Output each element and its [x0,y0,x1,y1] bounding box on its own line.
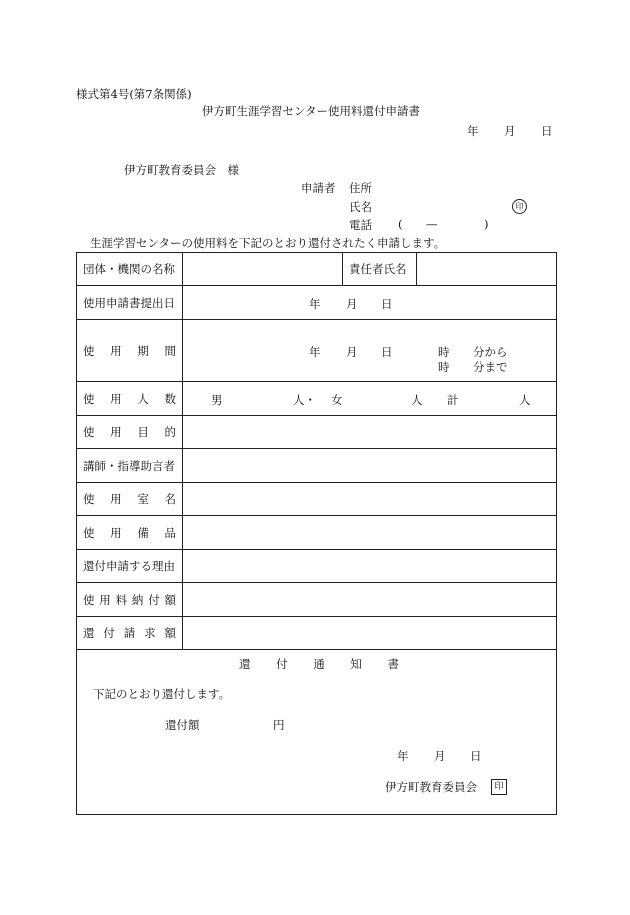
room-char-4: 名 [164,492,176,506]
period-field[interactable] [183,320,557,382]
row-reason [77,550,557,583]
end-hour: 時 [438,359,450,374]
fee-char-5: 付 [148,592,160,607]
instructor-field[interactable] [183,449,557,483]
period-char-2: 用 [110,343,122,358]
people-char-1: 使 [83,391,95,406]
notice-title-char-5: 書 [387,657,399,671]
instructor-label: 講師・指導助言者 [77,449,183,483]
purpose-char-3: 目 [137,425,149,439]
row-equipment [77,516,557,550]
document-title: 伊方町生涯学習センター使用料還付申請書 [202,104,421,118]
refund-amount-label: 還付額 [165,718,200,732]
reason-label: 還付申請する理由 [77,550,183,583]
notice-title-char-1: 還 [239,657,251,671]
equipment-label [83,525,182,541]
notice-title-char-3: 通 [313,657,325,671]
notice-year: 年 [397,749,409,763]
fee-char-6: 額 [164,592,176,607]
fee-char-4: 納 [131,592,144,607]
date-day: 日 [541,124,553,138]
org-name-label: 団体・機関の名称 [77,253,183,286]
male-label: 男 [211,392,223,407]
fee-paid-field[interactable] [183,583,557,617]
equipment-char-3: 備 [137,525,149,540]
people-char-3: 人 [137,391,149,406]
row-fee-paid [77,583,557,617]
notice-title [239,656,399,672]
room-label [83,491,182,507]
refund-char-3: 請 [123,626,136,640]
people-label [83,391,182,407]
phone-open-paren: ( [398,217,403,231]
people-field[interactable] [183,382,557,416]
applicant-label: 申請者 [301,181,336,195]
row-instructor [77,449,557,483]
refund-notice-section [77,650,557,815]
org-name-field[interactable] [183,253,343,286]
row-refund-request [77,617,557,650]
name-label: 氏名 [349,200,372,214]
fee-char-3: 料 [115,592,128,607]
intro-text: 生涯学習センターの使用料を下記のとおり還付されたく申請します。 [90,236,446,250]
equipment-char-1: 使 [83,525,95,540]
female-label: 女 [331,392,343,407]
notice-text: 下記のとおり還付します。 [93,687,231,701]
room-char-3: 室 [137,492,149,506]
end-minute: 分まで [473,359,508,374]
refund-request-label [83,625,182,641]
refund-char-2: 付 [103,626,115,640]
seal-mark: 印 [512,199,527,214]
fee-char-2: 用 [99,592,111,607]
equipment-char-4: 品 [164,525,176,540]
refund-char-5: 額 [164,626,176,640]
phone-close-paren: ) [484,217,489,231]
row-people [77,382,557,416]
period-month: 月 [346,344,358,359]
purpose-field[interactable] [183,416,557,449]
equipment-char-2: 用 [110,525,122,540]
address-label: 住所 [349,181,372,195]
application-table [76,252,557,815]
addressee: 伊方町教育委員会 様 [124,163,239,177]
notice-title-char-4: 知 [350,657,362,671]
people-char-4: 数 [164,391,176,406]
people-char-2: 用 [110,391,122,406]
row-notice [77,650,557,815]
responsible-name-label: 責任者氏名 [343,253,417,286]
period-year: 年 [309,344,321,359]
purpose-char-2: 用 [110,425,122,439]
period-char-4: 間 [164,343,176,358]
submit-date-field[interactable] [183,286,557,320]
purpose-char-4: 的 [164,425,176,439]
issuer-name: 伊方町教育委員会 [385,780,477,794]
period-char-3: 期 [137,343,149,358]
date-year: 年 [467,124,479,138]
row-period [77,320,557,382]
start-minute: 分から [473,344,508,359]
period-char-1: 使 [83,343,95,358]
submit-date-label: 使用申請書提出日 [77,286,183,320]
responsible-name-field[interactable] [417,253,557,286]
room-field[interactable] [183,483,557,516]
female-person-unit: 人 [411,392,423,407]
phone-dash: — [426,217,438,231]
purpose-char-1: 使 [83,425,95,439]
refund-char-4: 求 [144,626,156,640]
notice-title-char-2: 付 [276,657,288,671]
fee-paid-label [83,592,182,608]
total-label: 計 [447,392,459,407]
notice-day: 日 [470,749,482,763]
fee-char-1: 使 [83,592,95,607]
submit-month: 月 [346,296,358,311]
room-char-1: 使 [83,492,95,506]
start-hour: 時 [438,344,450,359]
phone-label: 電話 [349,218,372,232]
row-submit-date [77,286,557,320]
issuer-seal [491,778,507,795]
total-person-unit: 人 [519,392,531,407]
room-char-2: 用 [110,492,122,506]
yen-unit: 円 [273,718,285,732]
row-room [77,483,557,516]
submit-day: 日 [381,296,393,311]
row-purpose [77,416,557,449]
purpose-label [83,424,182,440]
square-seal-mark: 印 [491,779,507,795]
refund-char-1: 還 [83,626,95,640]
submit-year: 年 [309,296,321,311]
form-number: 様式第4号(第7条関係) [76,87,192,101]
applicant-seal [512,198,527,214]
period-day: 日 [381,344,393,359]
reason-field[interactable] [183,550,557,583]
row-org-name [77,253,557,286]
period-label [83,343,182,359]
refund-request-field[interactable] [183,617,557,650]
notice-month: 月 [434,749,446,763]
female-separator: 人・ [293,392,316,407]
equipment-field[interactable] [183,516,557,550]
date-month: 月 [504,124,516,138]
